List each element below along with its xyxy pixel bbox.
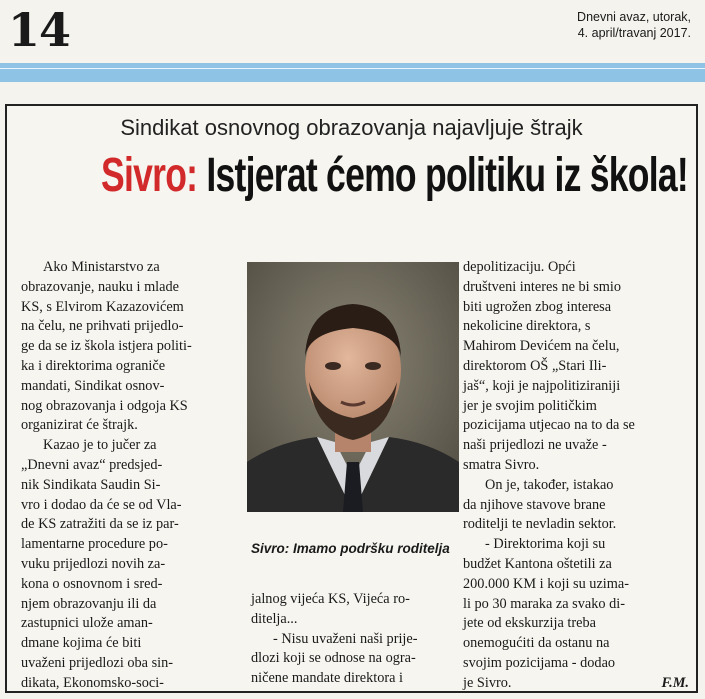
text-line: depolitizaciju. Opći	[463, 259, 576, 275]
text-line: On je, također, istakao	[485, 476, 614, 493]
text-line: dlozi koji se odnose na ogra-	[251, 650, 416, 667]
portrait-photo	[247, 262, 459, 512]
text-line: li po 30 maraka za svako di-	[463, 595, 625, 612]
text-line: direktorom OŠ „Stari Ili-	[463, 357, 607, 374]
text-line: dmane kojima će biti	[21, 635, 142, 652]
text-line: smatra Sivro.	[463, 456, 540, 473]
text-line: uvaženi prijedlozi oba sin-	[21, 654, 174, 671]
text-line: Mahirom Devićem na čelu,	[463, 338, 620, 355]
masthead	[577, 9, 691, 41]
text-line: de KS zatražiti da se iz par-	[21, 516, 179, 533]
article-box	[5, 104, 698, 693]
text-line: lamentarne procedure po-	[21, 536, 168, 553]
text-line: Kazao je to jučer za	[43, 437, 157, 454]
text-line: vuku prijedlozi novih za-	[21, 555, 166, 572]
text-line: jaš“, koji je najpolitiziraniji	[463, 377, 621, 394]
text-line: društveni interes ne bi smio	[463, 278, 622, 295]
text-line: njem obrazovanju ili da	[21, 595, 157, 612]
text-line: na čelu, ne prihvati prijedlo-	[21, 318, 184, 335]
text-line: ničene mandate direktora i	[251, 670, 404, 687]
text-line: - Nisu uvaženi naši prije-	[273, 630, 418, 647]
text-line: dikata, Ekonomsko-soci-	[21, 674, 164, 691]
text-line: biti ugrožen zbog interesa	[463, 298, 612, 315]
masthead-line-2: 4. april/travanj 2017.	[577, 26, 691, 40]
text-line: 200.000 KM i koji su uzima-	[463, 575, 629, 592]
text-line: je Sivro.	[463, 674, 512, 691]
article-kicker: Sindikat osnovnog obrazovanja najavljuje štrajk	[120, 115, 583, 140]
text-line: nog obrazovanja i odgoja KS	[21, 397, 188, 414]
text-line: jete od ekskurzija treba	[463, 615, 596, 632]
portrait-illustration	[247, 262, 459, 512]
byline: F.M.	[661, 674, 689, 691]
text-line: budžet Kantona oštetili za	[463, 555, 612, 572]
text-line: ditelja...	[251, 610, 298, 627]
text-line: svojim pozicijama - dodao	[463, 654, 616, 671]
text-line: ge da se iz škola istjera politi-	[21, 338, 192, 355]
text-line: „Dnevni avaz“ predsjed-	[21, 456, 163, 473]
masthead-line-1: Dnevni avaz, utorak,	[577, 10, 691, 24]
text-line: - Direktorima koji su	[485, 536, 606, 553]
headline-quote: Istjerat ćemo politiku iz škola!	[206, 149, 689, 202]
text-line: pozicijama utjecao na to da se	[463, 417, 635, 434]
text-line: naši prijedlozi ne uvaže -	[463, 437, 607, 454]
text-line: Ako Ministarstvo za	[43, 259, 160, 275]
text-line: nekolicine direktora, s	[463, 318, 591, 335]
photo-caption: Sivro: Imamo podršku roditelja	[251, 541, 450, 556]
page-number: 14	[8, 3, 71, 57]
text-line: mandati, Sindikat osnov-	[21, 377, 165, 394]
article-column-1	[21, 258, 239, 693]
text-line: jer je svojim političkim	[463, 397, 597, 414]
last-line-with-byline	[463, 674, 689, 693]
text-line: kona o osnovnom i sred-	[21, 575, 163, 592]
text-line: roditelji te nevladin sektor.	[463, 516, 617, 533]
article-column-2	[251, 590, 455, 689]
article-headline	[101, 146, 689, 206]
text-line: organizirat će štrajk.	[21, 417, 138, 434]
text-line: nik Sindikata Saudin Si-	[21, 476, 161, 493]
text-line: jalnog vijeća KS, Vijeća ro-	[251, 591, 410, 607]
article-column-3	[463, 258, 689, 693]
text-line: zastupnici ulože aman-	[21, 615, 153, 632]
text-line: vro i dodao da će se od Vla-	[21, 496, 182, 513]
text-line: da njihove stavove brane	[463, 496, 606, 513]
text-line: ka i direktorima ograniče	[21, 357, 166, 374]
headline-speaker: Sivro:	[101, 149, 198, 202]
text-line: onemogućiti da ostanu na	[463, 635, 610, 652]
header-color-bar	[0, 63, 705, 82]
text-line: KS, s Elvirom Kazazovićem	[21, 298, 184, 315]
text-line: obrazovanje, nauku i mlade	[21, 278, 179, 295]
